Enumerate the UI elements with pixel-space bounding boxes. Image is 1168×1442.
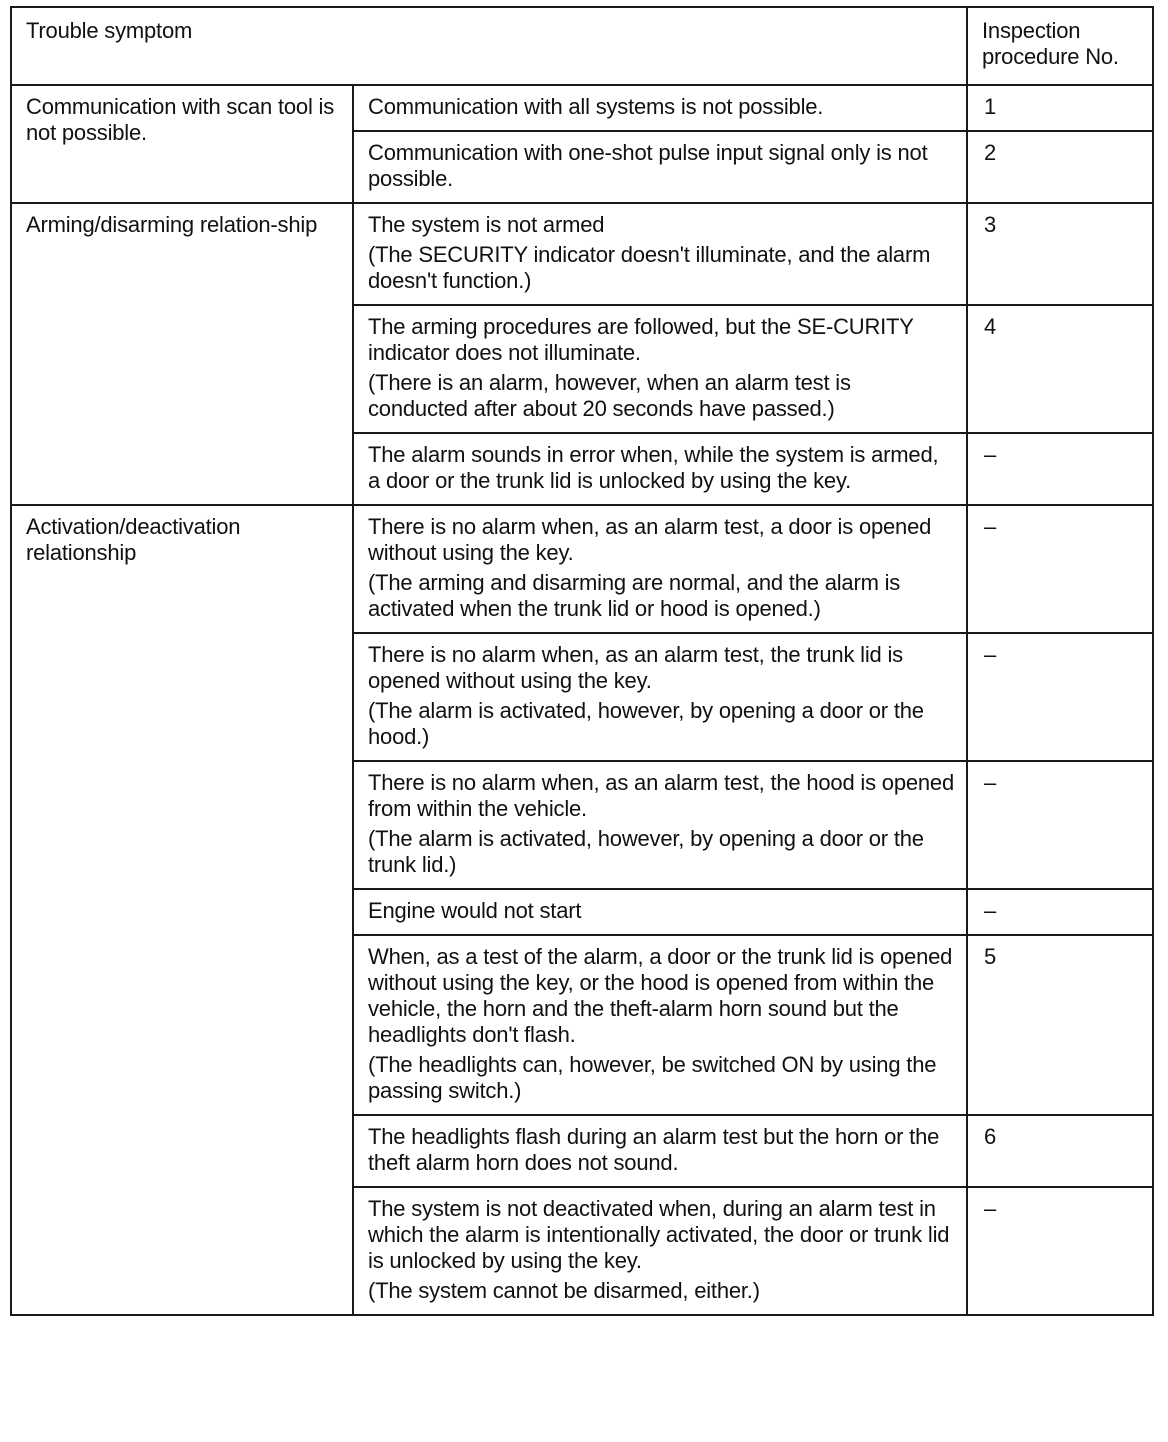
description-paragraph: There is no alarm when, as an alarm test, a door is opened without using the key. (368, 514, 932, 565)
description-paragraph: (The headlights can, however, be switched ON by using the passing switch.) (368, 1052, 937, 1103)
inspection-procedure-number: 4 (967, 305, 1153, 433)
description-paragraph: Engine would not start (368, 898, 582, 923)
description-paragraph: (The alarm is activated, however, by opening a door or the trunk lid.) (368, 826, 924, 877)
description-paragraph: The alarm sounds in error when, while the system is armed, a door or the trunk lid is unlocked by using the key. (368, 442, 939, 493)
description-paragraph: (The SECURITY indicator doesn't illuminate, and the alarm doesn't function.) (368, 242, 931, 293)
inspection-procedure-number: – (967, 889, 1153, 935)
description-paragraph: (There is an alarm, however, when an alarm test is conducted after about 20 seconds have passed.) (368, 370, 851, 421)
symptom-description (353, 935, 967, 1115)
table-row (11, 203, 1153, 305)
inspection-procedure-number: 5 (967, 935, 1153, 1115)
symptom-category: Communication with scan tool is not possible. (11, 85, 353, 203)
description-paragraph: Communication with all systems is not possible. (368, 94, 824, 119)
symptom-description (353, 131, 967, 203)
inspection-procedure-number: – (967, 633, 1153, 761)
symptom-description (353, 203, 967, 305)
inspection-procedure-number: – (967, 505, 1153, 633)
description-paragraph: (The system cannot be disarmed, either.) (368, 1278, 760, 1303)
table-row (11, 85, 1153, 131)
table-header-row (11, 7, 1153, 85)
trouble-symptom-table (10, 6, 1154, 1316)
inspection-procedure-number: – (967, 433, 1153, 505)
symptom-description (353, 1115, 967, 1187)
description-paragraph: The headlights flash during an alarm test but the horn or the theft alarm horn does not sound. (368, 1124, 940, 1175)
inspection-procedure-number: 3 (967, 203, 1153, 305)
symptom-category: Arming/disarming relation-ship (11, 203, 353, 505)
symptom-description (353, 1187, 967, 1315)
description-paragraph: When, as a test of the alarm, a door or the trunk lid is opened without using the key, or the hood is opened from within the vehicle, the horn and the theft-alarm horn sound but the headlights don't flash. (368, 944, 953, 1047)
inspection-procedure-number: – (967, 761, 1153, 889)
description-paragraph: The system is not armed (368, 212, 605, 237)
table-row (11, 505, 1153, 633)
description-paragraph: The arming procedures are followed, but the SE-CURITY indicator does not illuminate. (368, 314, 914, 365)
inspection-procedure-number: 6 (967, 1115, 1153, 1187)
description-paragraph: (The alarm is activated, however, by opening a door or the hood.) (368, 698, 924, 749)
inspection-procedure-number: – (967, 1187, 1153, 1315)
header-inspection-procedure: Inspection procedure No. (967, 7, 1153, 85)
symptom-category: Activation/deactivation relationship (11, 505, 353, 1315)
symptom-description (353, 761, 967, 889)
symptom-description (353, 505, 967, 633)
description-paragraph: There is no alarm when, as an alarm test, the hood is opened from within the vehicle. (368, 770, 955, 821)
header-trouble-symptom: Trouble symptom (11, 7, 967, 85)
symptom-description (353, 889, 967, 935)
symptom-description (353, 433, 967, 505)
description-paragraph: The system is not deactivated when, during an alarm test in which the alarm is intentionally activated, the door or trunk lid is unlocked by using the key. (368, 1196, 950, 1273)
description-paragraph: Communication with one-shot pulse input signal only is not possible. (368, 140, 928, 191)
symptom-description (353, 305, 967, 433)
table-body (11, 85, 1153, 1315)
symptom-description (353, 633, 967, 761)
symptom-description (353, 85, 967, 131)
inspection-procedure-number: 2 (967, 131, 1153, 203)
inspection-procedure-number: 1 (967, 85, 1153, 131)
description-paragraph: (The arming and disarming are normal, and the alarm is activated when the trunk lid or hood is opened.) (368, 570, 901, 621)
description-paragraph: There is no alarm when, as an alarm test, the trunk lid is opened without using the key. (368, 642, 903, 693)
